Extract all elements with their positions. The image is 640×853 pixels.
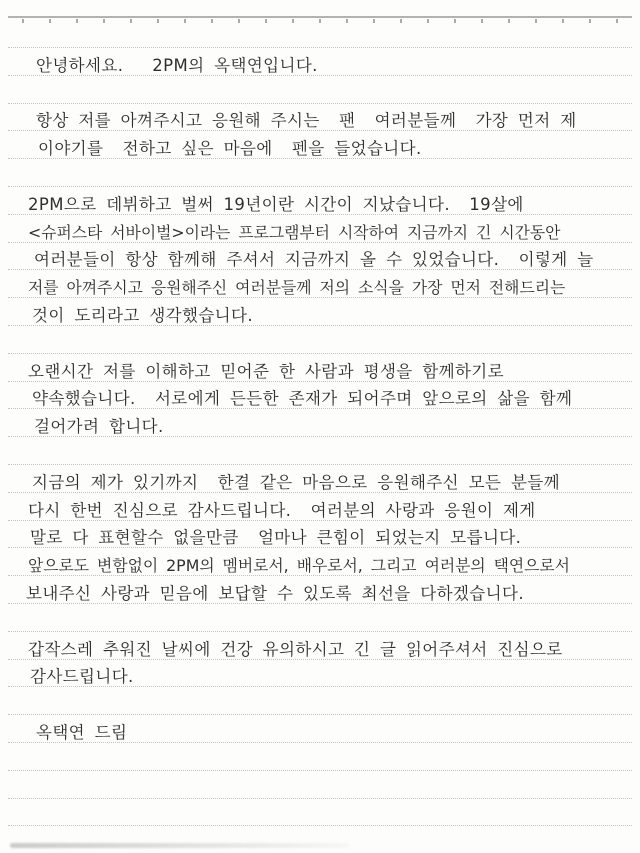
handwritten-line: <슈퍼스타 서바이벌>이라는 프로그램부터 시작하여 지금까지 긴 시간동안: [28, 223, 561, 243]
tick-marks: [22, 19, 628, 23]
ruled-line: [8, 722, 632, 743]
handwritten-line: 오랜시간 저를 이해하고 믿어준 한 사람과 평생을 함께하기로: [28, 361, 504, 381]
ruled-line: [8, 361, 632, 382]
ruled-line: [8, 388, 632, 409]
handwritten-line: 감사드립니다.: [30, 666, 134, 686]
ruled-line: [8, 249, 632, 270]
handwritten-line: 것이 도리라고 생각했습니다.: [32, 305, 254, 325]
ruled-line: [8, 583, 632, 604]
ruled-line: [8, 527, 632, 548]
ruled-line: [8, 714, 632, 715]
ruled-line: [8, 500, 632, 521]
handwritten-line: 여러분들이 항상 함께해 주셔서 지금까지 올 수 있었습니다. 이렇게 늘: [34, 249, 594, 269]
handwritten-line: 2PM으로 데뷔하고 벌써 19년이란 시간이 지났습니다. 19살에: [28, 194, 524, 214]
ruled-line: [8, 186, 632, 187]
handwritten-line: 이야기를 전하고 싶은 마음에 펜을 들었습니다.: [38, 138, 422, 158]
signature-line: 옥택연 드림: [36, 722, 128, 742]
handwritten-line: 보내주신 사랑과 믿음에 보답할 수 있도록 최선을 다하겠습니다.: [26, 583, 524, 603]
ruled-line: [8, 194, 632, 215]
ruled-line: [8, 666, 632, 687]
ruled-line: [8, 631, 632, 632]
top-margin-rule: [8, 16, 632, 18]
handwritten-line: 걸어가려 합니다.: [34, 416, 164, 436]
ruled-line: [8, 416, 632, 437]
ruled-line: [8, 138, 632, 159]
ruled-line: [8, 103, 632, 104]
ruled-line: [8, 798, 632, 799]
ruled-line: [8, 556, 632, 576]
ruled-line: [8, 472, 632, 493]
ruled-line: [8, 825, 632, 826]
ruled-line: [8, 305, 632, 326]
handwritten-line: 항상 저를 아껴주시고 응원해 주시는 팬 여러분들께 가장 먼저 제: [36, 110, 577, 130]
handwritten-line: 앞으로도 변함없이 2PM의 멤버로서, 배우로서, 그리고 여러분의 택연으로서: [28, 556, 570, 576]
ruled-line: [8, 770, 632, 771]
handwritten-line: 다시 한번 진심으로 감사드립니다. 여러분의 사랑과 응원이 제게: [28, 500, 536, 520]
ruled-line: [8, 55, 632, 76]
ruled-line: [8, 353, 632, 354]
handwritten-line: 갑작스레 추워진 날씨에 건강 유의하시고 긴 글 읽어주셔서 진심으로: [28, 639, 563, 659]
ruled-line: [8, 47, 632, 48]
handwritten-line: 지금의 제가 있기까지 한결 같은 마음으로 응원해주신 모든 분들께: [32, 472, 560, 492]
ruled-line: [8, 110, 632, 131]
handwritten-line-greeting: 안녕하세요. 2PM의 옥택연입니다.: [36, 55, 318, 75]
ruled-line: [8, 223, 632, 243]
ruled-line: [8, 639, 632, 660]
handwritten-line: 말로 다 표현할수 없을만큼 얼마나 큰힘이 되었는지 모릅니다.: [30, 527, 522, 547]
handwritten-line: 약속했습니다. 서로에게 든든한 존재가 되어주며 앞으로의 삶을 함께: [32, 388, 573, 408]
ruled-line: [8, 278, 632, 298]
paper-edge-shadow: [10, 843, 350, 848]
ruled-line: [8, 464, 632, 465]
handwritten-line: 저를 아껴주시고 응원해주신 여러분들께 저의 소식을 가장 먼저 전해드리는: [28, 278, 566, 298]
